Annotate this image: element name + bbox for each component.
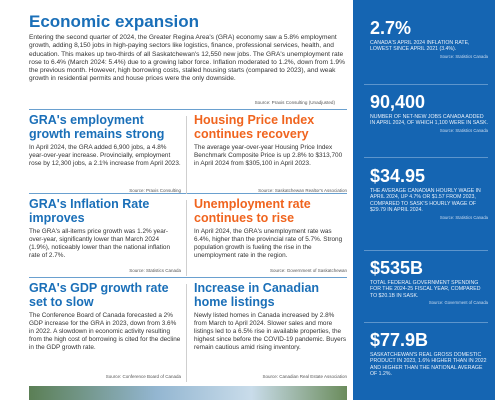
stat-description: CANADA'S APRIL 2024 INFLATION RATE, LOWEST SINCE APRIL 2021 (3.4%). <box>370 40 470 53</box>
column-divider <box>186 116 187 194</box>
card-title: Unemployment rate continues to rise <box>194 197 311 225</box>
section-divider <box>29 193 347 194</box>
section-divider <box>29 277 347 278</box>
stat-description: TOTAL FEDERAL GOVERNMENT SPENDING FOR THE 2024-25 FISCAL YEAR, COMPARED TO $20.1B IN SASK. <box>370 280 481 299</box>
stat-divider <box>364 250 488 251</box>
stat-inflation <box>370 18 488 59</box>
stat-jobs <box>370 92 488 133</box>
stat-source: Source: Statistics Canada <box>439 127 488 133</box>
stat-description: NUMBER OF NET-NEW JOBS CANADA ADDED IN APRIL 2024, OF WHICH 1,100 WERE IN SASK. <box>370 114 489 127</box>
stat-spending <box>370 258 488 305</box>
card-title: GRA's employment growth remains strong <box>29 113 165 141</box>
stat-divider <box>364 84 488 85</box>
intro-source: Source: Praxis Consulting (Unadjusted) <box>254 100 335 105</box>
card-source: Source: Praxis Consulting <box>129 188 181 193</box>
stat-value: $535B <box>370 258 424 278</box>
stat-value: $34.95 <box>370 166 426 186</box>
section-divider <box>29 109 347 110</box>
stat-divider <box>364 157 488 158</box>
card-gdp <box>29 282 181 382</box>
landscape-photo <box>29 386 347 400</box>
stat-value: 90,400 <box>370 92 426 112</box>
stat-source: Source: Government of Canada <box>428 300 488 306</box>
card-source: Source: Government of Saskatchewan <box>269 268 347 273</box>
intro-paragraph: Entering the second quarter of 2024, the Greater Regina Area's (GRA) economy saw a 5.8% employment growth, adding 8,150 jobs in high-paying sectors like logistics, finance, professional services, health, and education. This makes up two-thirds of all Saskatchewan's 12,550 new jobs. The GRA's unemployment rate rose to 6.4% (March 2024: 5.4%) due to a growing labor force. Inflation moderated to 1.2%, down from 1.9% the previous month. However, high borrowing costs, stalled housing starts (compared to 2023), and weak growth in residential permits and house prices were the only downside. <box>29 34 345 83</box>
column-divider <box>186 200 187 276</box>
column-divider <box>186 284 187 382</box>
card-title: Increase in Canadian home listings <box>194 281 320 309</box>
page-title: Economic expansion <box>29 12 200 31</box>
card-employment <box>29 114 181 198</box>
card-body: In April 2024, the GRA's unemployment rate was 6.4%, higher than the provincial rate of 5.7%. Strong population growth is fueling the rise in the unemployment rate in the region. <box>194 228 343 259</box>
stat-source: Source: Statistics Canada <box>439 214 488 220</box>
card-body: In April 2024, the GRA added 6,900 jobs, a 4.8% year-over-year increase. Provincially, employment rose by 12,300 jobs, a 2.1% increase from April 2023. <box>29 144 181 167</box>
card-source: Source: Saskatchewan Realtor's Association <box>258 188 347 193</box>
card-source: Source: Canadian Real Estate Association <box>262 374 347 379</box>
stat-source: Source: Statistics Canada <box>439 53 488 59</box>
stat-gdp <box>370 330 488 378</box>
card-housing <box>194 114 347 198</box>
stat-value: 2.7% <box>370 18 412 38</box>
card-title: Housing Price Index continues recovery <box>194 113 315 141</box>
stat-description: THE AVERAGE CANADIAN HOURLY WAGE IN APRIL 2024, UP 4.7% OR $1.57 FROM 2023, COMPARED TO SASK'S HOURLY WAGE OF $29.79 IN APRIL 2024. <box>370 188 481 214</box>
stats-sidebar <box>353 0 495 400</box>
stat-description: SASKATCHEWAN'S REAL GROSS DOMESTIC PRODUCT IN 2023, 1.6% HIGHER THAN IN 2022 AND HIGHER THAN THE NATIONAL AVERAGE OF 1.2%. <box>370 352 487 378</box>
card-listings <box>194 282 347 382</box>
card-title: GRA's Inflation Rate improves <box>29 197 150 225</box>
card-body: The Conference Board of Canada forecasted a 2% GDP increase for the GRA in 2023, down from 3.6% in 2022. A slowdown in economic activity resulting from the high cost of borrowing is cited for the decline in the GDP growth rate. <box>29 312 181 351</box>
card-body: Newly listed homes in Canada increased by 2.8% from March to April 2024. Slower sales and more listings led to a 6.5% rise in available properties, the highest since before the COVID-19 pandemic. Buyers remain cautious amid rising inventory. <box>194 312 347 351</box>
stat-value: $77.9B <box>370 330 429 350</box>
card-source: Source: Statistics Canada <box>129 268 181 273</box>
card-body: The average year-over-year Housing Price Index Benchmark Composite Price is up 2.8% to $313,700 in April 2024 from $305,100 in April 2023. <box>194 144 343 167</box>
card-inflation <box>29 198 181 278</box>
stat-divider <box>364 322 488 323</box>
card-title: GRA's GDP growth rate set to slow <box>29 281 169 309</box>
stat-wage <box>370 166 488 220</box>
card-unemployment <box>194 198 347 278</box>
card-body: The GRA's all-items price growth was 1.2% year-over-year, significantly lower than March 2024 (1.9%), noticeably lower than the national inflation rate of 2.7%. <box>29 228 171 259</box>
card-source: Source: Conference Board of Canada <box>105 374 181 379</box>
